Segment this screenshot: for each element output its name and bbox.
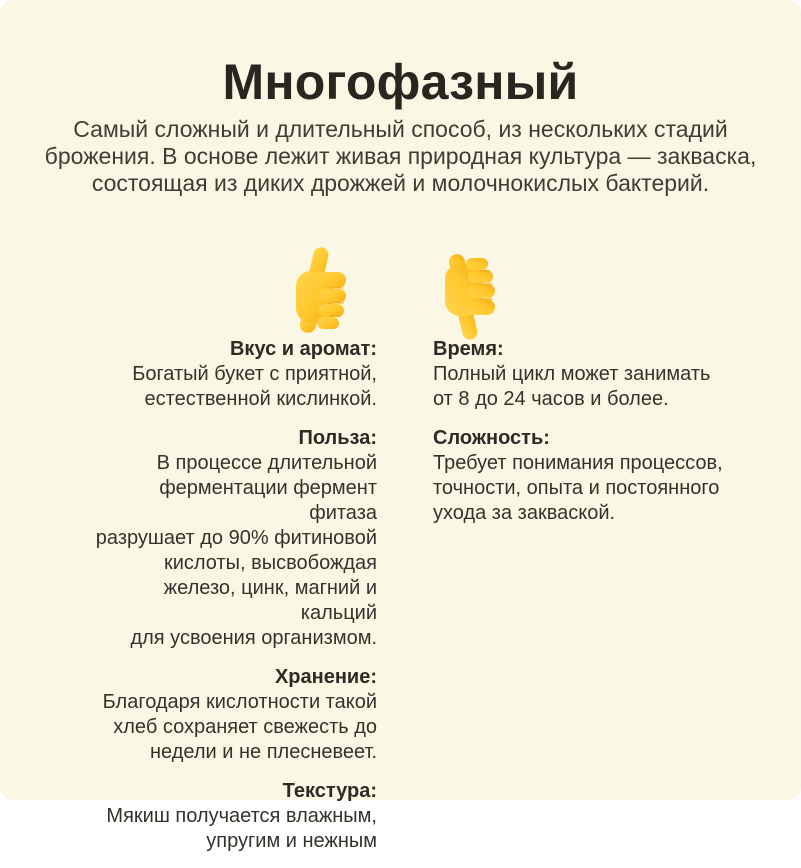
section-heading: Время: [433, 338, 504, 360]
thumbs-down-icon [440, 252, 500, 345]
page-title: Многофазный [222, 54, 579, 110]
section-text-line: от 8 до 24 часов и более. [433, 388, 669, 410]
section-text-line: Требует понимания процессов, [433, 452, 723, 474]
pros-cons-columns [0, 337, 801, 868]
section-text-line: разрушает до 90% фитиновой [95, 527, 377, 549]
section-text-line: естественной кислинкой. [144, 388, 377, 410]
section-text-line: хлеб сохраняет свежесть до [113, 716, 377, 738]
page-subtitle [41, 116, 761, 197]
pros-column [92, 337, 377, 868]
subtitle-line: Самый сложный и длительный способ, из нескольких стадий [73, 116, 728, 142]
cons-column [433, 337, 723, 868]
thumbs-up-icon [291, 247, 351, 340]
section-heading: Текстура: [282, 780, 377, 802]
section-text-line: ферментации фермент фитаза [159, 477, 377, 524]
cons-section-time [433, 337, 723, 412]
section-text-line: кислоты, высвобождая [163, 552, 377, 574]
section-text-line: железо, цинк, магний и кальций [163, 577, 377, 624]
section-text-line: ухода за закваской. [433, 502, 616, 524]
section-text-line: Полный цикл может занимать [433, 363, 711, 385]
section-text-line: для усвоения организмом. [130, 627, 377, 649]
section-text-line: упругим и нежным [206, 830, 377, 852]
subtitle-line: состоящая из диких дрожжей и молочнокислых бактерий. [91, 170, 710, 196]
section-text-line: Благодаря кислотности такой [102, 691, 377, 713]
cons-section-difficulty [433, 426, 723, 526]
pros-section-taste [92, 337, 377, 412]
section-heading: Сложность: [433, 427, 550, 449]
subtitle-line: брожения. В основе лежит живая природная культура — закваска, [44, 143, 757, 169]
section-text-line: точности, опыта и постоянного [433, 477, 720, 499]
section-heading: Польза: [298, 427, 377, 449]
section-heading: Вкус и аромат: [229, 338, 377, 360]
section-heading: Хранение: [274, 666, 377, 688]
section-text-line: недели и не плесневеет. [150, 741, 377, 763]
column-gap [377, 337, 433, 868]
pros-section-benefit [92, 426, 377, 651]
pros-section-texture [92, 779, 377, 854]
section-text-line: Богатый букет с приятной, [132, 363, 377, 385]
pros-section-storage [92, 665, 377, 765]
section-text-line: В процессе длительной [156, 452, 377, 474]
section-text-line: Мякиш получается влажным, [106, 805, 377, 827]
